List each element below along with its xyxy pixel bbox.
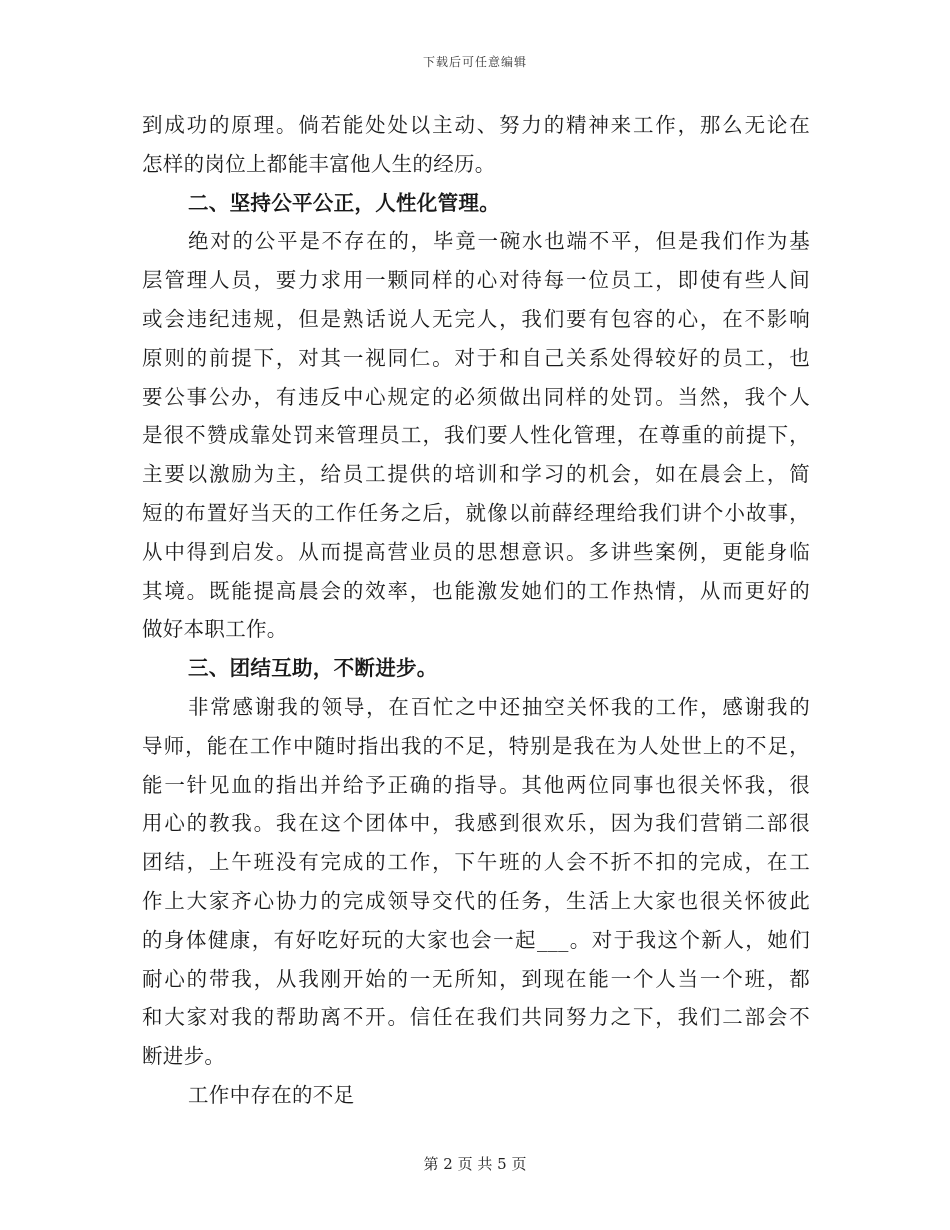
body-line: 导师，能在工作中随时指出我的不足，特别是我在为人处世上的不足， [142, 733, 810, 758]
body-line: 的身体健康，有好吃好玩的大家也会一起___。对于我这个新人，她们 [142, 927, 810, 952]
body-line: 绝对的公平是不存在的，毕竟一碗水也端不平，但是我们作为基 [188, 229, 810, 254]
section-heading-fairness: 二、坚持公平公正，人性化管理。 [188, 190, 500, 215]
body-line: 断进步。 [142, 1044, 226, 1069]
body-line: 要公事公办，有违反中心规定的必须做出同样的处罚。当然，我个人 [142, 384, 810, 409]
body-line: 原则的前提下，对其一视同仁。对于和自己关系处得较好的员工，也 [142, 345, 810, 370]
body-line: 主要以激励为主，给员工提供的培训和学习的机会，如在晨会上，简 [142, 462, 810, 487]
body-line: 是很不赞成靠处罚来管理员工，我们要人性化管理，在尊重的前提下， [142, 423, 810, 448]
section-heading-teamwork: 三、团结互助，不断进步。 [188, 656, 438, 681]
body-line: 和大家对我的帮助离不开。信任在我们共同努力之下，我们二部会不 [142, 1005, 810, 1030]
page-header: 下载后可任意编辑 [422, 55, 527, 69]
body-line: 耐心的带我，从我刚开始的一无所知，到现在能一个人当一个班，都 [142, 966, 810, 991]
body-line: 用心的教我。我在这个团体中，我感到很欢乐，因为我们营销二部很 [142, 811, 810, 836]
body-line: 层管理人员，要力求用一颗同样的心对待每一位员工，即使有些人间 [142, 268, 810, 293]
section-title-shortcomings: 工作中存在的不足 [188, 1082, 355, 1107]
body-line: 做好本职工作。 [142, 617, 288, 642]
body-line: 短的布置好当天的工作任务之后，就像以前薛经理给我们讲个小故事， [142, 500, 810, 525]
page-footer: 第 2 页 共 5 页 [423, 1155, 527, 1173]
body-line: 或会违纪违规，但是熟话说人无完人，我们要有包容的心，在不影响 [142, 306, 810, 331]
body-line: 到成功的原理。倘若能处处以主动、努力的精神来工作，那么无论在 [142, 113, 810, 137]
body-line: 非常感谢我的领导，在百忙之中还抽空关怀我的工作，感谢我的 [188, 694, 810, 719]
body-line: 作上大家齐心协力的完成领导交代的任务，生活上大家也很关怀彼此 [142, 888, 810, 913]
body-line: 团结，上午班没有完成的工作，下午班的人会不折不扣的完成，在工 [142, 850, 810, 875]
document-body [142, 106, 810, 1115]
body-line: 从中得到启发。从而提高营业员的思想意识。多讲些案例，更能身临 [142, 539, 810, 564]
body-line: 怎样的岗位上都能丰富他人生的经历。 [142, 151, 496, 176]
body-line: 能一针见血的指出并给予正确的指导。其他两位同事也很关怀我，很 [142, 772, 810, 797]
body-line: 其境。既能提高晨会的效率，也能激发她们的工作热情，从而更好的 [142, 578, 810, 603]
